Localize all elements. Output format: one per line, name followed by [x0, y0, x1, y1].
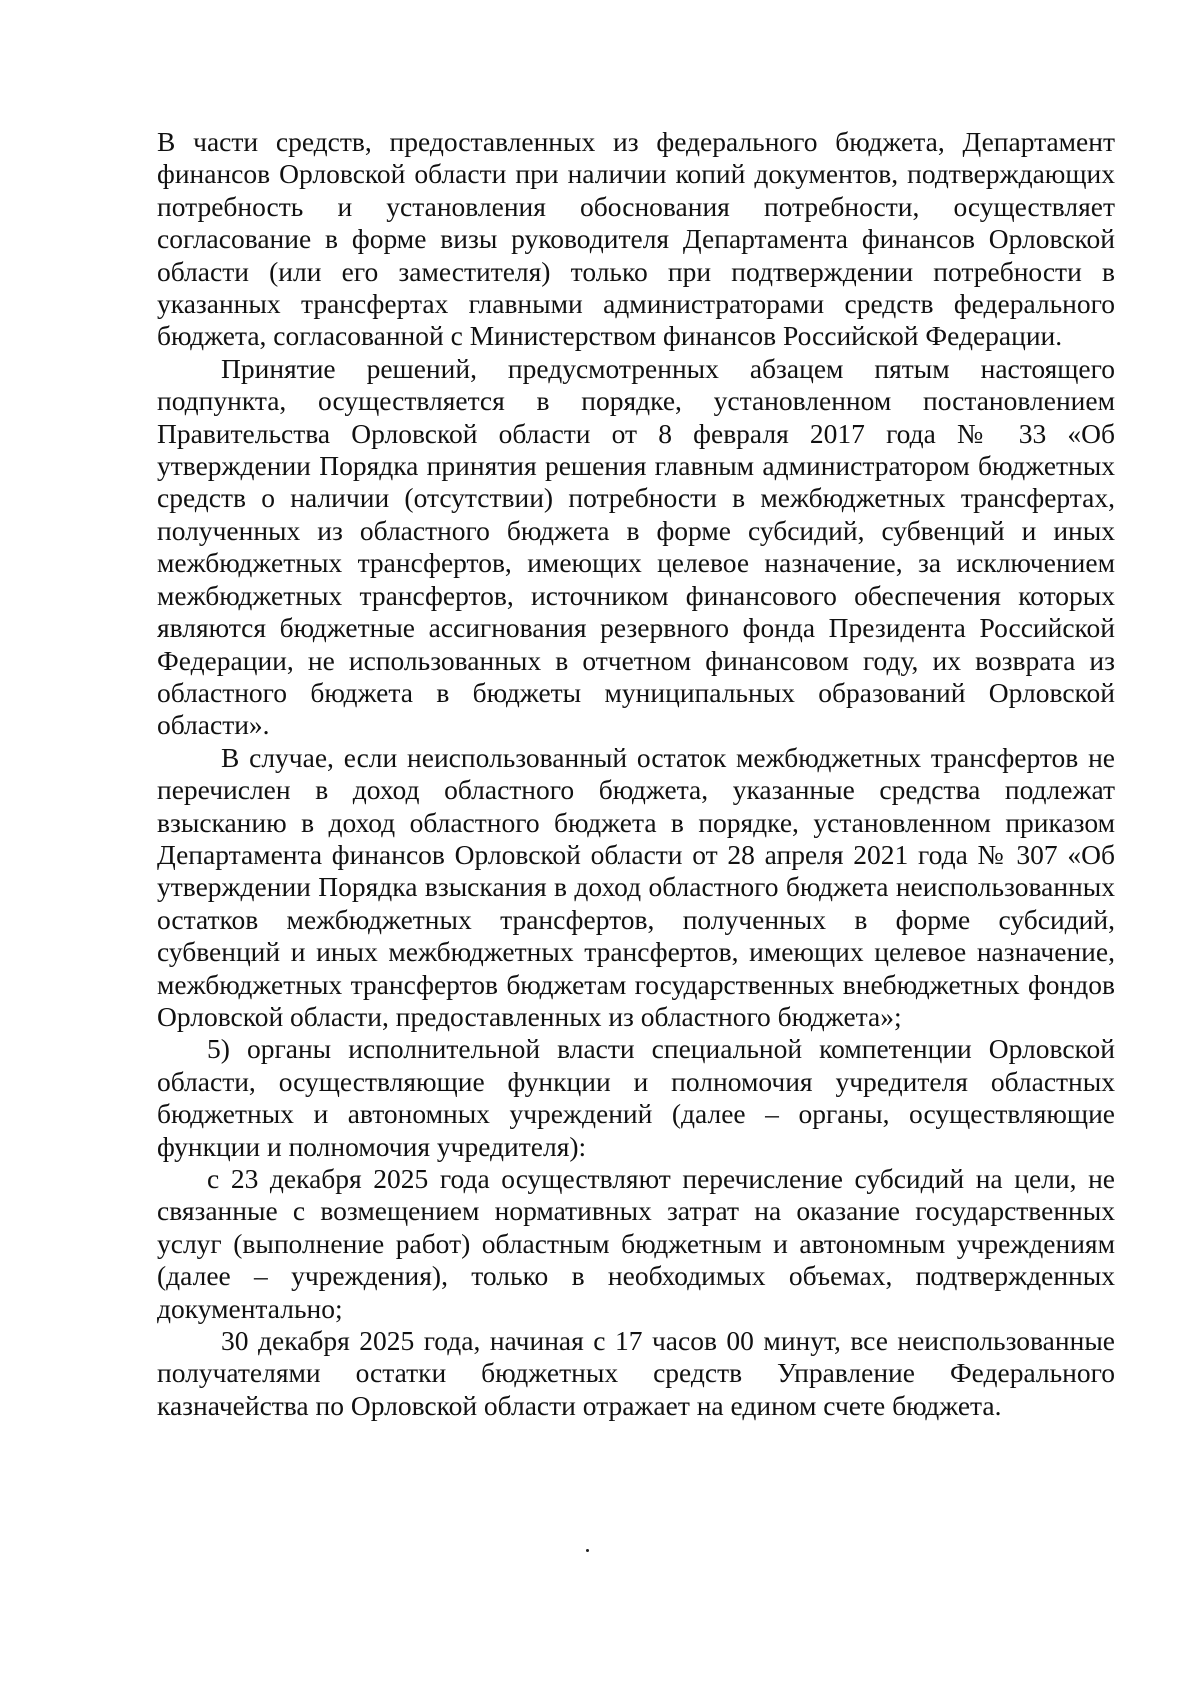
- paragraph-decision-procedure: Принятие решений, предусмотренных абзацем пятым настоящего подпункта, осуществляется в порядке, установленном постановлением Правительства Орловской области от 8 февраля 2017 года № 33 «Об утверждении Порядка принятия решения главным администратором бюджетных средств о наличии (отсутствии) потребности в межбюджетных трансфертах, полученных из областного бюджета в форме субсидий, субвенций и иных межбюджетных трансфертов, имеющих целевое назначение, за исключением межбюджетных трансфертов, источником финансового обеспечения которых являются бюджетные ассигнования резервного фонда Президента Российской Федерации, не использованных в отчетном финансовом году, их возврата из областного бюджета в бюджеты муниципальных образований Орловской области».: [157, 352, 1115, 741]
- paragraph-subsidy-transfer: с 23 декабря 2025 года осуществляют перечисление субсидий на цели, не связанные с возмещением нормативных затрат на оказание государственных услуг (выполнение работ) областным бюджетным и автономным учреждениям (далее – учреждения), только в необходимых объемах, подтвержденных документально;: [157, 1163, 1115, 1324]
- paragraph-federal-funds: В части средств, предоставленных из федерального бюджета, Департамент финансов Орловской области при наличии копий документов, подтверждающих потребность и установления обоснования потребности, осуществляет согласование в форме визы руководителя Департамента финансов Орловской области (или его заместителя) только при подтверждении потребности в указанных трансфертах главными администраторами средств федерального бюджета, согласованной с Министерством финансов Российской Федерации.: [157, 126, 1115, 352]
- paragraph-item-5: 5) органы исполнительной власти специальной компетенции Орловской области, осуществляющие функции и полномочия учредителя областных бюджетных и автономных учреждений (далее – органы, осуществляющие функции и полномочия учредителя):: [157, 1033, 1115, 1162]
- document-body: [157, 126, 1115, 1422]
- paragraph-recovery-procedure: В случае, если неиспользованный остаток межбюджетных трансфертов не перечислен в доход областного бюджета, указанные средства подлежат взысканию в доход областного бюджета в порядке, установленном приказом Департамента финансов Орловской области от 28 апреля 2021 года № 307 «Об утверждении Порядка взыскания в доход областного бюджета неиспользованных остатков межбюджетных трансфертов, полученных в форме субсидий, субвенций и иных межбюджетных трансфертов, имеющих целевое назначение, межбюджетных трансфертов бюджетам государственных внебюджетных фондов Орловской области, предоставленных из областного бюджета»;: [157, 741, 1115, 1032]
- scan-dot-mark: [586, 1549, 589, 1552]
- paragraph-treasury-balances: 30 декабря 2025 года, начиная с 17 часов 00 минут, все неиспользованные получателями остатки бюджетных средств Управление Федерального казначейства по Орловской области отражает на едином счете бюджета.: [157, 1325, 1115, 1421]
